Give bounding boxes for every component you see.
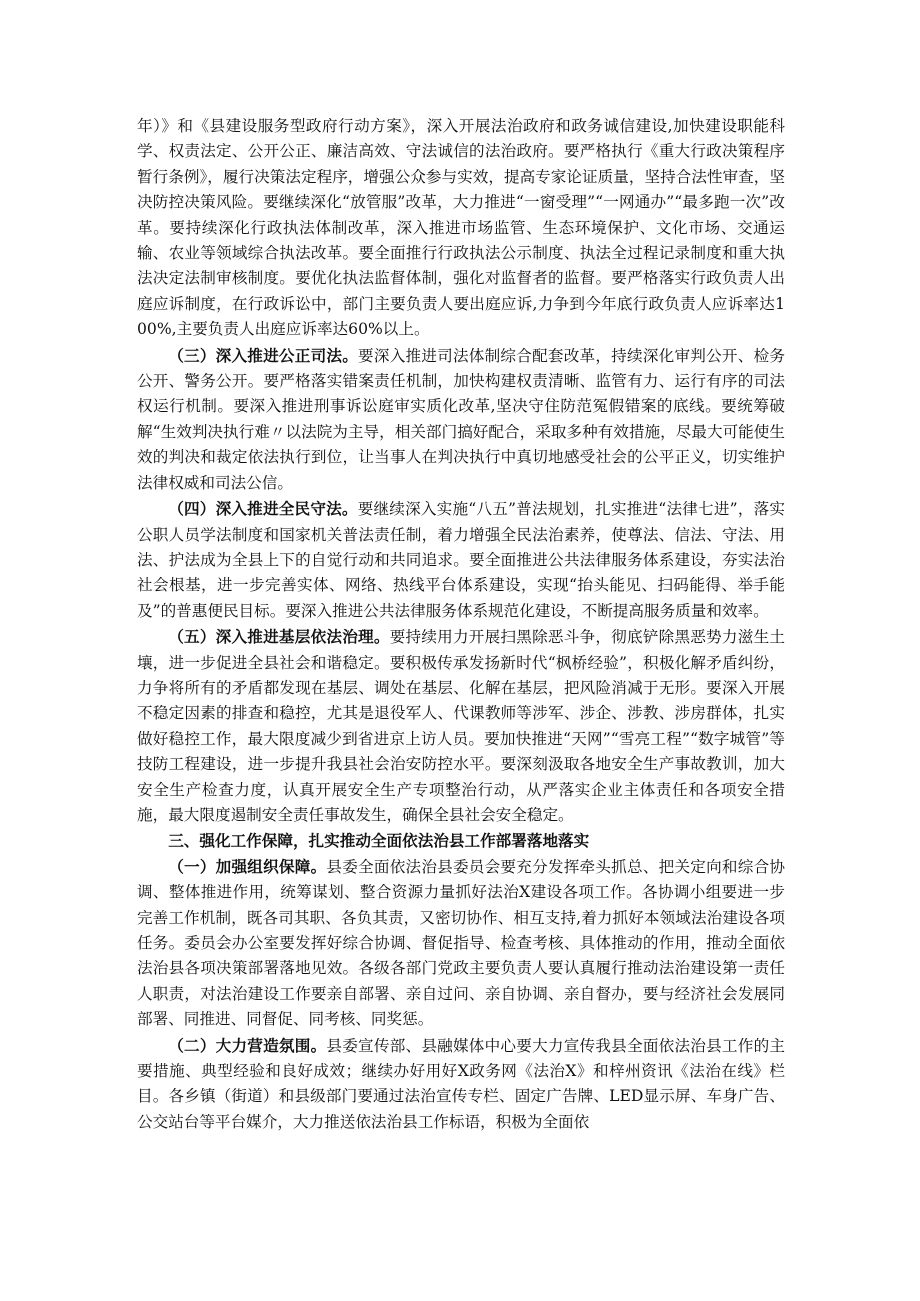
grassroots-paragraph [137,624,785,828]
paragraph-text: 要继续深入实施“八五”普法规划，扎实推进“法律七进”，落实公职人员学法制度和国家机关普法责任制，着力增强全民法治素养，使尊法、信法、守法、用法、护法成为全县上下的自觉行动和共同追求。要全面推进公共法律服务体系建设，夯实法治社会根基，进一步完善实体、网络、热线平台体系建设，实现“抬头能见、扫码能得、举手能及”的普惠便民目标。要深入推进公共法律服务体系规范化建设，不断提高服务质量和效率。 [137,500,785,620]
judicial-paragraph [137,343,785,496]
paragraph-text: 县委全面依法治县委员会要充分发挥牵头抓总、把关定向和综合协调、整体推进作用，统筹谋划、整合资源力量抓好法治X建设各项工作。各协调小组要进一步完善工作机制，既各司其职、各负其责，又密切协作、相互支持,着力抓好本领域法治建设各项任务。委员会办公室要发挥好综合协调、督促指导、检查考核、具体推动的作用，推动全面依法治县各项决策部署落地见效。各级各部门党政主要负责人要认真履行推动法治建设第一责任人职责，对法治建设工作要亲自部署、亲自过问、亲自协调、亲自督办，要与经济社会发展同部署、同推进、同督促、同考核、同奖惩。 [137,857,785,1029]
paragraph-heading: （五）深入推进基层依法治理。 [168,627,390,647]
section-heading-text: 三、强化工作保障，扎实推动全面依法治县工作部署落地落实 [168,831,590,851]
paragraph-text: 要深入推进司法体制综合配套改革，持续深化审判公开、检务公开、警务公开。要严格落实错案责任机制，加快构建权责清晰、监管有力、运行有序的司法权运行机制。要深入推进刑事诉讼庭审实质化改革,坚决守住防范冤假错案的底线。要统筹破解“生效判决执行难〃以法院为主导，相关部门搞好配合，采取多种有效措施，尽最大可能使生效的判决和裁定依法执行到位，让当事人在判决执行中真切地感受社会的公平正义，切实维护法律权威和司法公信。 [137,346,785,492]
document-page [137,114,785,1135]
paragraph-text: 年）》和《县建设服务型政府行动方案》，深入开展法治政府和政务诚信建设,加快建设职能科学、权责法定、公开公正、廉洁高效、守法诚信的法治政府。要严格执行《重大行政决策程序暂行条例》，履行决策法定程序，增强公众参与实效，提高专家论证质量，坚持合法性审查，坚决防控决策风险。要继续深化“放管服”改革，大力推进“一窗受理”“一网通办”“最多跑一次”改革。要持续深化行政执法体制改革，深入推进市场监管、生态环境保护、文化市场、交通运输、农业等领域综合执法改革。要全面推行行政执法公示制度、执法全过程记录制度和重大执法决定法制审核制度。要优化执法监督体制，强化对监督者的监督。要严格落实行政负责人出庭应诉制度，在行政诉讼中，部门主要负责人要出庭应诉,力争到今年底行政负责人应诉率达100%,主要负责人出庭应诉率达60%以上。 [137,117,785,339]
paragraph-text: 要持续用力开展扫黑除恶斗争，彻底铲除黑恶势力滋生土壤，进一步促进全县社会和谐稳定。要积极传承发扬新时代“枫桥经验”，积极化解矛盾纠纷，力争将所有的矛盾都发现在基层、调处在基层、化解在基层，把风险消减于无形。要深入开展不稳定因素的排查和稳控，尤其是退役军人、代课教师等涉军、涉企、涉教、涉房群体，扎实做好稳控工作，最大限度减少到省进京上访人员。要加快推进“天网”“雪亮工程”“数字城管”等技防工程建设，进一步提升我县社会治安防控水平。要深刻汲取各地安全生产事故教训，加大安全生产检查力度，认真开展安全生产专项整治行动，从严落实企业主体责任和各项安全措施，最大限度遏制安全责任事故发生，确保全县社会安全稳定。 [137,628,785,824]
paragraph-text: 县委宣传部、县融媒体中心要大力宣传我县全面依法治县工作的主要措施、典型经验和良好成效；继续办好用好X政务网《法治X》和梓州资讯《法治在线》栏目。各乡镇（街道）和县级部门要通过法治宣传专栏、固定广告牌、LED显示屏、车身广告、公交站台等平台媒介，大力推送依法治县工作标语，积极为全面依 [137,1036,785,1131]
paragraph-heading: （二）大力营造氛围。 [168,1035,327,1055]
continuation-paragraph [137,114,785,343]
section-three-heading [137,828,785,853]
paragraph-heading: （一）加强组织保障。 [168,856,327,876]
organization-paragraph [137,854,785,1033]
law-abiding-paragraph [137,496,785,624]
paragraph-heading: （四）深入推进全民守法。 [168,499,358,519]
atmosphere-paragraph [137,1033,785,1136]
paragraph-heading: （三）深入推进公正司法。 [168,345,359,365]
